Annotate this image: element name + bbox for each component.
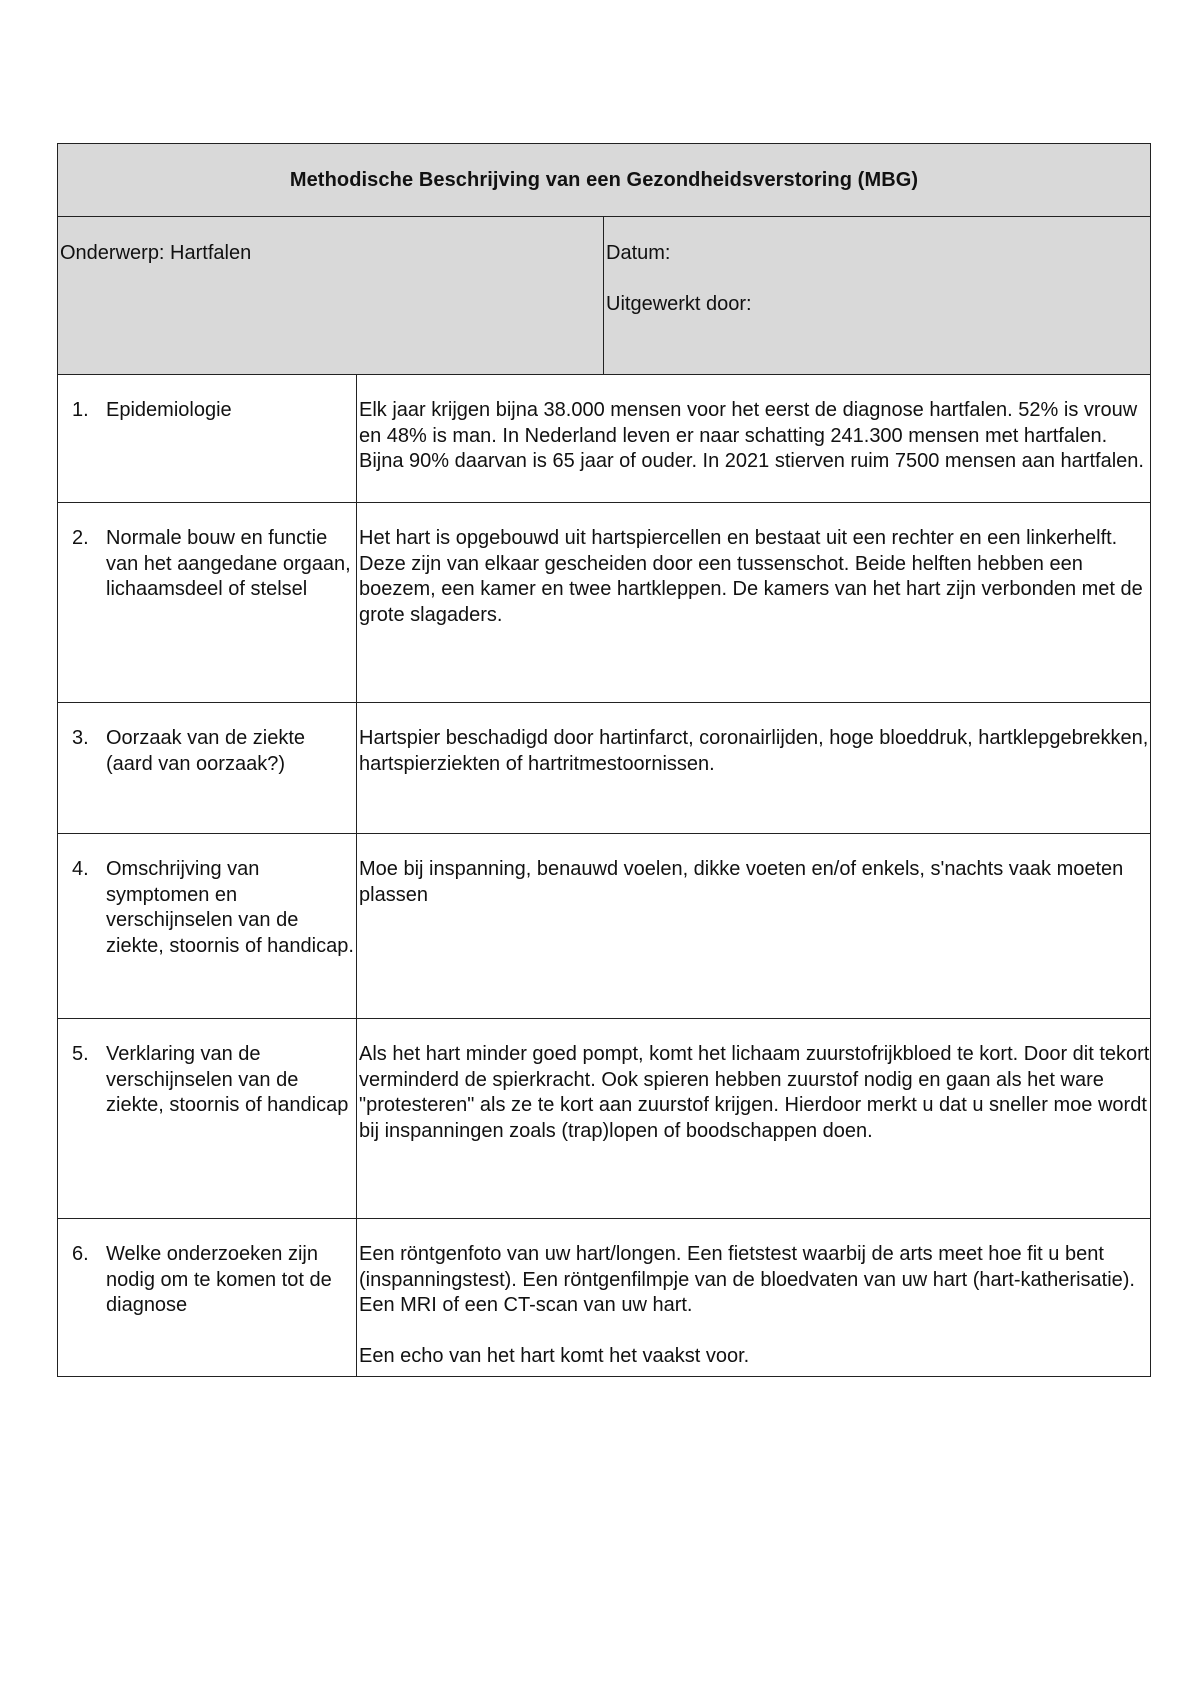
row-label: Omschrijving van symptomen en verschijnselen van de ziekte, stoornis of handicap. (106, 858, 354, 957)
meta-row (58, 217, 1150, 375)
row-content-cell (357, 703, 1150, 833)
author-label: Uitgewerkt door: (606, 293, 752, 315)
row-content: Het hart is opgebouwd uit hartspiercellen en bestaat uit een rechter en een linkerhelft. Deze zijn van elkaar gescheiden door een tussenschot. Beide helften hebben een boezem, een kamer en twee hartkleppen. De kamers van het hart zijn verbonden met de grote slagaders. (359, 527, 1143, 626)
table-row-epidemiology (58, 375, 1150, 503)
subject-cell (58, 217, 604, 374)
row-content: Moe bij inspanning, benauwd voelen, dikke voeten en/of enkels, s'nachts vaak moeten plassen (359, 858, 1124, 906)
table-row-explanation (58, 1019, 1150, 1219)
table-row-symptoms (58, 834, 1150, 1019)
row-label: Oorzaak van de ziekte (aard van oorzaak?) (106, 727, 305, 775)
row-content: Een röntgenfoto van uw hart/longen. Een fietstest waarbij de arts meet hoe fit u bent (inspanningstest). Een röntgenfilmpje van de bloedvaten van uw hart (hart-katherisatie). Een MRI of een CT-scan van uw hart. (359, 1243, 1135, 1316)
date-label: Datum: (606, 242, 671, 264)
row-number: 5. (72, 1043, 89, 1065)
row-number: 3. (72, 727, 89, 749)
mbg-table (57, 143, 1151, 1377)
row-number: 2. (72, 527, 89, 549)
table-title (58, 144, 1150, 217)
row-content-cell (357, 834, 1150, 1018)
row-label-cell (58, 375, 357, 502)
row-content-cell (357, 1219, 1150, 1376)
row-content-cell (357, 375, 1150, 502)
row-label-cell (58, 703, 357, 833)
row-label: Welke onderzoeken zijn nodig om te komen tot de diagnose (106, 1243, 332, 1316)
row-number: 4. (72, 858, 89, 880)
row-content-cell (357, 503, 1150, 702)
row-label-cell (58, 503, 357, 702)
row-content: Elk jaar krijgen bijna 38.000 mensen voor het eerst de diagnose hartfalen. 52% is vrouw en 48% is man. In Nederland leven er naar schatting 241.300 mensen met hartfalen. Bijna 90% daarvan is 65 jaar of ouder. In 2021 stierven ruim 7500 mensen aan hartfalen. (359, 399, 1144, 472)
row-number: 6. (72, 1243, 89, 1265)
row-content: Een echo van het hart komt het vaakst voor. (359, 1344, 750, 1367)
row-number: 1. (72, 399, 89, 421)
row-content: Hartspier beschadigd door hartinfarct, coronairlijden, hoge bloeddruk, hartklepgebrekken, hartspierziekten of hartritmestoornissen. (359, 727, 1149, 775)
row-label-cell (58, 1019, 357, 1218)
table-row-cause (58, 703, 1150, 834)
row-label: Normale bouw en functie van het aangedane orgaan, lichaamsdeel of stelsel (106, 527, 351, 600)
row-content-cell (357, 1019, 1150, 1218)
row-label-cell (58, 1219, 357, 1376)
row-label: Epidemiologie (106, 399, 232, 421)
row-content: Als het hart minder goed pompt, komt het lichaam zuurstofrijkbloed te kort. Door dit tekort verminderd de spierkracht. Ook spieren hebben zuurstof nodig en gaan als het ware "protesteren" als ze te kort aan zuurstof krijgen. Hierdoor merkt u dat u sneller moe wordt bij inspanningen zoals (trap)lopen of boodschappen doen. (359, 1043, 1150, 1142)
date-author-cell (604, 217, 1150, 374)
table-row-diagnostics (58, 1219, 1150, 1376)
document-title: Methodische Beschrijving van een Gezondheidsverstoring (MBG) (289, 168, 919, 191)
row-label-cell (58, 834, 357, 1018)
subject-label: Onderwerp: Hartfalen (60, 242, 252, 264)
row-label: Verklaring van de verschijnselen van de ziekte, stoornis of handicap (106, 1043, 349, 1116)
table-row-anatomy (58, 503, 1150, 703)
